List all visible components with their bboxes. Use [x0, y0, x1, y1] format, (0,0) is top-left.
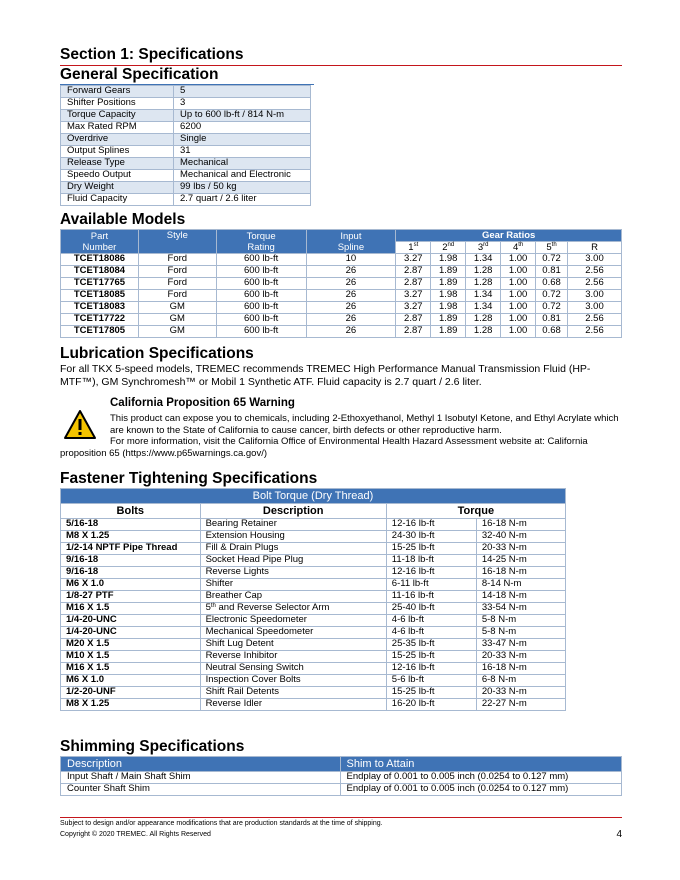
fastener-row: [61, 567, 566, 579]
general-spec-title: General Specification: [60, 66, 219, 83]
general-spec-row: [61, 182, 311, 194]
lubrication-text: For all TKX 5-speed models, TREMEC recommends TREMEC High Performance Manual Transmission Fluid (HP-MTF™), GM Synchromesh™ or Mobil 1 Synthetic ATF. Fluid capacity is 2.7 quart / 2.6 liter.: [60, 363, 591, 388]
model-cell: 26: [306, 278, 396, 290]
torque-nm-cell: 16-18 N-m: [476, 519, 565, 531]
model-row: [61, 266, 622, 278]
models-header-torque: Torque Rating: [216, 230, 306, 254]
models-header-gear-ratios: Gear Ratios: [396, 230, 622, 242]
spec-value: 99 lbs / 50 kg: [174, 182, 311, 194]
model-cell: 3.00: [568, 302, 622, 314]
model-cell: 1.00: [501, 314, 536, 326]
bolt-cell: M20 X 1.5: [61, 639, 201, 651]
available-models-title: Available Models: [60, 211, 186, 228]
description-cell: Breather Cap: [200, 591, 386, 603]
bolt-cell: 1/4-20-UNC: [61, 627, 201, 639]
model-cell: 2.56: [568, 326, 622, 338]
model-cell: Ford: [138, 278, 216, 290]
model-cell: 1.98: [431, 290, 466, 302]
description-cell: Mechanical Speedometer: [200, 627, 386, 639]
spec-value: 2.7 quart / 2.6 liter: [174, 194, 311, 206]
bolt-cell: 9/16-18: [61, 555, 201, 567]
torque-nm-cell: 16-18 N-m: [476, 567, 565, 579]
torque-lbft-cell: 11-16 lb-ft: [386, 591, 476, 603]
spec-label: Shifter Positions: [61, 98, 174, 110]
spec-value: 31: [174, 146, 311, 158]
spec-value: Single: [174, 134, 311, 146]
spec-label: Dry Weight: [61, 182, 174, 194]
fastener-title: Fastener Tightening Specifications: [60, 470, 318, 487]
shim-description: Counter Shaft Shim: [61, 784, 341, 796]
prop65-text: [60, 413, 622, 459]
models-header-style: Style: [138, 230, 216, 254]
gear-1st: 1st: [396, 242, 431, 254]
shim-row: [61, 784, 622, 796]
torque-nm-cell: 22-27 N-m: [476, 699, 565, 711]
shimming-table: [60, 756, 622, 796]
model-row: [61, 254, 622, 266]
bolt-cell: 5/16-18: [61, 519, 201, 531]
shim-value: Endplay of 0.001 to 0.005 inch (0.0254 to 0.127 mm): [340, 772, 621, 784]
fastener-row: [61, 639, 566, 651]
model-cell: 600 lb-ft: [216, 302, 306, 314]
description-cell: Extension Housing: [200, 531, 386, 543]
fastener-row: [61, 555, 566, 567]
spec-label: Fluid Capacity: [61, 194, 174, 206]
gear-reverse: R: [568, 242, 622, 254]
model-cell: 2.87: [396, 278, 431, 290]
model-cell: 3.27: [396, 302, 431, 314]
model-cell: 2.87: [396, 266, 431, 278]
spec-value: Mechanical and Electronic: [174, 170, 311, 182]
col-bolts: Bolts: [61, 504, 201, 519]
model-cell: 600 lb-ft: [216, 266, 306, 278]
model-row: [61, 314, 622, 326]
torque-nm-cell: 6-8 N-m: [476, 675, 565, 687]
col-description: Description: [200, 504, 386, 519]
general-spec-row: [61, 86, 311, 98]
gear-5th: 5th: [536, 242, 568, 254]
fastener-row: [61, 519, 566, 531]
model-cell: 600 lb-ft: [216, 314, 306, 326]
model-cell: 1.00: [501, 302, 536, 314]
models-header-input: Input Spline: [306, 230, 396, 254]
model-cell: Ford: [138, 290, 216, 302]
shim-value: Endplay of 0.001 to 0.005 inch (0.0254 to 0.127 mm): [340, 784, 621, 796]
description-cell: Socket Head Pipe Plug: [200, 555, 386, 567]
spec-label: Speedo Output: [61, 170, 174, 182]
fastener-row: [61, 687, 566, 699]
model-cell: Ford: [138, 254, 216, 266]
col-torque: Torque: [386, 504, 565, 519]
spec-value: 5: [174, 86, 311, 98]
torque-lbft-cell: 4-6 lb-ft: [386, 615, 476, 627]
ordinal-number: 5: [205, 602, 211, 614]
fastener-row: [61, 603, 566, 615]
model-cell: 1.00: [501, 266, 536, 278]
general-spec-row: [61, 110, 311, 122]
prop65-line1: This product can expose you to chemicals, including 2-Ethoxyethanol, Methyl 1 Isobutyl Ketone, and Ethyl Acrylate which are known to the State of California to cause cancer, birth defects or other reproductive harm.: [110, 413, 619, 436]
description-cell: Shift Rail Detents: [200, 687, 386, 699]
model-cell: 0.68: [536, 278, 568, 290]
model-cell: GM: [138, 326, 216, 338]
model-cell: 1.28: [466, 278, 501, 290]
model-cell: 0.81: [536, 266, 568, 278]
model-cell: Ford: [138, 266, 216, 278]
shim-col-attain: Shim to Attain: [340, 757, 621, 772]
torque-lbft-cell: 5-6 lb-ft: [386, 675, 476, 687]
spec-label: Output Splines: [61, 146, 174, 158]
description-cell: Shifter: [200, 579, 386, 591]
general-spec-row: [61, 134, 311, 146]
bolt-cell: 9/16-18: [61, 567, 201, 579]
model-cell: 2.87: [396, 326, 431, 338]
description-cell: Shift Lug Detent: [200, 639, 386, 651]
fastener-row: [61, 531, 566, 543]
model-cell: TCET18085: [61, 290, 139, 302]
description-cell: Neutral Sensing Switch: [200, 663, 386, 675]
lubrication-title: Lubrication Specifications: [60, 345, 254, 362]
model-cell: 1.34: [466, 302, 501, 314]
spec-value: Mechanical: [174, 158, 311, 170]
model-cell: 1.00: [501, 278, 536, 290]
model-cell: 0.72: [536, 254, 568, 266]
model-cell: 2.56: [568, 266, 622, 278]
model-row: [61, 278, 622, 290]
model-cell: TCET17765: [61, 278, 139, 290]
model-cell: 26: [306, 290, 396, 302]
model-cell: TCET17722: [61, 314, 139, 326]
general-spec-table: [60, 85, 311, 206]
model-cell: 1.28: [466, 266, 501, 278]
general-spec-row: [61, 146, 311, 158]
gear-3rd: 3rd: [466, 242, 501, 254]
torque-lbft-cell: 12-16 lb-ft: [386, 663, 476, 675]
model-cell: TCET17805: [61, 326, 139, 338]
torque-nm-cell: 32-40 N-m: [476, 531, 565, 543]
bolt-cell: M8 X 1.25: [61, 531, 201, 543]
torque-nm-cell: 20-33 N-m: [476, 543, 565, 555]
torque-lbft-cell: 15-25 lb-ft: [386, 543, 476, 555]
footer-rule: [60, 817, 622, 818]
model-cell: 1.00: [501, 254, 536, 266]
bolt-torque-band: Bolt Torque (Dry Thread): [61, 489, 566, 504]
general-spec-row: [61, 98, 311, 110]
torque-lbft-cell: 15-25 lb-ft: [386, 651, 476, 663]
gear-4th: 4th: [501, 242, 536, 254]
model-cell: 600 lb-ft: [216, 326, 306, 338]
model-cell: 1.89: [431, 278, 466, 290]
model-cell: 10: [306, 254, 396, 266]
spec-label: Torque Capacity: [61, 110, 174, 122]
models-table: [60, 229, 622, 338]
bolt-cell: M16 X 1.5: [61, 603, 201, 615]
bolt-cell: 1/4-20-UNC: [61, 615, 201, 627]
model-cell: 1.00: [501, 326, 536, 338]
torque-lbft-cell: 25-35 lb-ft: [386, 639, 476, 651]
model-cell: 1.89: [431, 314, 466, 326]
torque-lbft-cell: 15-25 lb-ft: [386, 687, 476, 699]
spec-label: Max Rated RPM: [61, 122, 174, 134]
bolt-cell: M8 X 1.25: [61, 699, 201, 711]
torque-nm-cell: 14-25 N-m: [476, 555, 565, 567]
shim-description: Input Shaft / Main Shaft Shim: [61, 772, 341, 784]
general-spec-row: [61, 122, 311, 134]
shim-col-description: Description: [61, 757, 341, 772]
footer-copyright: Copyright © 2020 TREMEC. All Rights Reserved: [60, 831, 211, 838]
shim-row: [61, 772, 622, 784]
spec-label: Release Type: [61, 158, 174, 170]
torque-lbft-cell: 11-18 lb-ft: [386, 555, 476, 567]
torque-lbft-cell: 12-16 lb-ft: [386, 519, 476, 531]
model-row: [61, 302, 622, 314]
description-cell: 5th and Reverse Selector Arm: [200, 603, 386, 615]
bolt-cell: M6 X 1.0: [61, 579, 201, 591]
description-cell: Fill & Drain Plugs: [200, 543, 386, 555]
bolt-cell: 1/8-27 PTF: [61, 591, 201, 603]
torque-lbft-cell: 12-16 lb-ft: [386, 567, 476, 579]
torque-nm-cell: 20-33 N-m: [476, 687, 565, 699]
model-cell: 26: [306, 266, 396, 278]
bolt-cell: 1/2-14 NPTF Pipe Thread: [61, 543, 201, 555]
ordinal-rest: and Reverse Selector Arm: [215, 602, 330, 614]
model-cell: 1.34: [466, 290, 501, 302]
torque-nm-cell: 8-14 N-m: [476, 579, 565, 591]
model-cell: 3.00: [568, 254, 622, 266]
general-spec-row: [61, 194, 311, 206]
model-cell: 26: [306, 326, 396, 338]
prop65-line2: For more information, visit the California Office of Environmental Health Hazard Assessment website at: California proposition 65 (https://www.p65warnings.ca.gov/): [60, 436, 588, 459]
spec-value: 6200: [174, 122, 311, 134]
fastener-row: [61, 675, 566, 687]
bolt-cell: 1/2-20-UNF: [61, 687, 201, 699]
spec-label: Overdrive: [61, 134, 174, 146]
description-cell: Reverse Idler: [200, 699, 386, 711]
torque-lbft-cell: 4-6 lb-ft: [386, 627, 476, 639]
model-cell: 1.89: [431, 326, 466, 338]
model-cell: TCET18084: [61, 266, 139, 278]
fastener-row: [61, 663, 566, 675]
fastener-row: [61, 615, 566, 627]
description-cell: Bearing Retainer: [200, 519, 386, 531]
footer-disclaimer: Subject to design and/or appearance modifications that are production standards at the time of shipping.: [60, 820, 383, 827]
shimming-title: Shimming Specifications: [60, 738, 245, 755]
fastener-row: [61, 651, 566, 663]
model-cell: 3.27: [396, 254, 431, 266]
model-cell: TCET18086: [61, 254, 139, 266]
torque-nm-cell: 16-18 N-m: [476, 663, 565, 675]
spec-label: Forward Gears: [61, 86, 174, 98]
gear-2nd: 2nd: [431, 242, 466, 254]
model-cell: 0.68: [536, 326, 568, 338]
model-cell: TCET18083: [61, 302, 139, 314]
section-title: Section 1: Specifications: [60, 46, 244, 63]
models-header-part: Part Number: [61, 230, 139, 254]
fastener-row: [61, 699, 566, 711]
spec-value: 3: [174, 98, 311, 110]
general-spec-row: [61, 170, 311, 182]
model-cell: 1.98: [431, 254, 466, 266]
torque-lbft-cell: 16-20 lb-ft: [386, 699, 476, 711]
torque-lbft-cell: 24-30 lb-ft: [386, 531, 476, 543]
fastener-row: [61, 591, 566, 603]
bolt-cell: M16 X 1.5: [61, 663, 201, 675]
spec-value: Up to 600 lb-ft / 814 N-m: [174, 110, 311, 122]
model-cell: GM: [138, 302, 216, 314]
model-cell: GM: [138, 314, 216, 326]
description-cell: Electronic Speedometer: [200, 615, 386, 627]
model-cell: 0.81: [536, 314, 568, 326]
model-cell: 3.27: [396, 290, 431, 302]
model-cell: 3.00: [568, 290, 622, 302]
model-cell: 600 lb-ft: [216, 290, 306, 302]
torque-nm-cell: 14-18 N-m: [476, 591, 565, 603]
description-cell: Reverse Inhibitor: [200, 651, 386, 663]
fastener-table: [60, 488, 566, 711]
fastener-row: [61, 579, 566, 591]
model-cell: 600 lb-ft: [216, 254, 306, 266]
model-cell: 0.72: [536, 290, 568, 302]
prop65-title: California Proposition 65 Warning: [110, 397, 295, 409]
torque-lbft-cell: 6-11 lb-ft: [386, 579, 476, 591]
model-cell: 2.87: [396, 314, 431, 326]
model-cell: 1.28: [466, 314, 501, 326]
model-cell: 1.28: [466, 326, 501, 338]
bolt-cell: M10 X 1.5: [61, 651, 201, 663]
torque-nm-cell: 33-54 N-m: [476, 603, 565, 615]
general-spec-row: [61, 158, 311, 170]
description-cell: Reverse Lights: [200, 567, 386, 579]
model-cell: 1.98: [431, 302, 466, 314]
model-cell: 1.00: [501, 290, 536, 302]
fastener-row: [61, 543, 566, 555]
bolt-cell: M6 X 1.0: [61, 675, 201, 687]
model-cell: 1.34: [466, 254, 501, 266]
torque-nm-cell: 20-33 N-m: [476, 651, 565, 663]
model-cell: 0.72: [536, 302, 568, 314]
model-cell: 26: [306, 314, 396, 326]
model-row: [61, 290, 622, 302]
torque-lbft-cell: 25-40 lb-ft: [386, 603, 476, 615]
description-cell: Inspection Cover Bolts: [200, 675, 386, 687]
model-cell: 2.56: [568, 278, 622, 290]
model-cell: 2.56: [568, 314, 622, 326]
model-row: [61, 326, 622, 338]
torque-nm-cell: 5-8 N-m: [476, 627, 565, 639]
torque-nm-cell: 5-8 N-m: [476, 615, 565, 627]
page-number: 4: [616, 829, 622, 840]
model-cell: 26: [306, 302, 396, 314]
model-cell: 1.89: [431, 266, 466, 278]
fastener-row: [61, 627, 566, 639]
torque-nm-cell: 33-47 N-m: [476, 639, 565, 651]
model-cell: 600 lb-ft: [216, 278, 306, 290]
